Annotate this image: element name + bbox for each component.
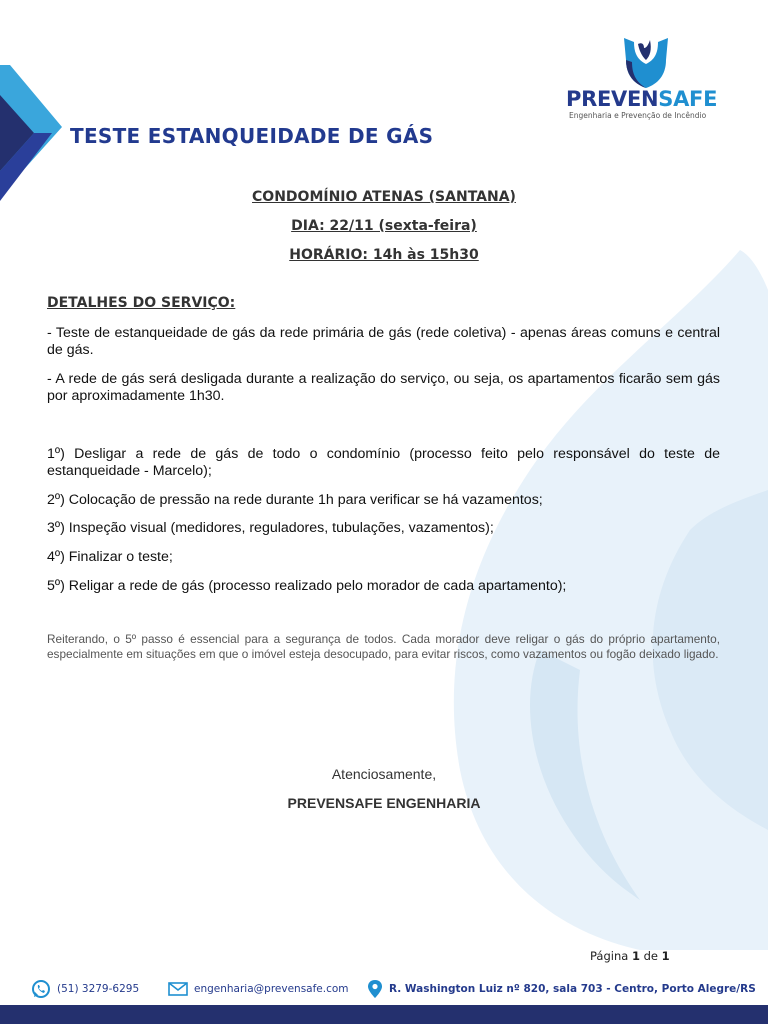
document-title: TESTE ESTANQUEIDADE DE GÁS — [70, 124, 434, 148]
closing-line: Atenciosamente, — [331, 766, 437, 782]
step-item: 5º) Religar a rede de gás (processo realizado pelo morador de cada apartamento); — [47, 578, 567, 594]
location-pin-icon — [367, 979, 383, 999]
page-total: 1 — [661, 949, 670, 963]
footer-address-text: R. Washington Luiz nº 820, sala 703 - Centro, Porto Alegre/RS — [389, 983, 756, 995]
page-number — [590, 949, 670, 963]
envelope-icon — [168, 981, 188, 997]
corner-accent — [0, 65, 64, 205]
footer-email[interactable] — [168, 979, 349, 999]
footer-email-text[interactable]: engenharia@prevensafe.com — [194, 983, 349, 995]
step-item: 4º) Finalizar o teste; — [47, 549, 173, 565]
detail-paragraph: - A rede de gás será desligada durante a realização do serviço, ou seja, os apartamentos ficarão sem gás por aproximadamente 1h30. — [47, 371, 720, 404]
footer-address — [367, 979, 756, 999]
detail-paragraph: - Teste de estanqueidade de gás da rede primária de gás (rede coletiva) - apenas áreas comuns e central de gás. — [47, 325, 720, 358]
footer-phone-text: (51) 3279-6295 — [57, 983, 140, 995]
location-heading: CONDOMÍNIO ATENAS (SANTANA) — [252, 189, 516, 205]
page-current: 1 — [631, 949, 640, 963]
logo-word-preven: PREVEN — [566, 87, 659, 111]
section-heading: DETALHES DO SERVIÇO: — [47, 295, 236, 311]
logo-tagline: Engenharia e Prevenção de Incêndio — [569, 111, 707, 120]
whatsapp-icon — [31, 979, 51, 999]
step-item: 2º) Colocação de pressão na rede durante 1h para verificar se há vazamentos; — [47, 492, 543, 508]
time-heading: HORÁRIO: 14h às 15h30 — [289, 247, 479, 263]
signature: PREVENSAFE ENGENHARIA — [287, 795, 481, 811]
logo-word-safe: SAFE — [658, 87, 718, 111]
date-heading: DIA: 22/11 (sexta-feira) — [291, 218, 477, 234]
logo-wordmark — [566, 87, 717, 111]
step-item: 3º) Inspeção visual (medidores, reguladores, tubulações, vazamentos); — [47, 520, 494, 536]
reminder-note: Reiterando, o 5º passo é essencial para a segurança de todos. Cada morador deve religar o gás do próprio apartamento, especialmente em situações em que o imóvel esteja desocupado, para evitar riscos, como vazamentos ou fogão deixado ligado. — [47, 632, 720, 661]
page-separator: de — [643, 949, 658, 963]
footer-phone — [31, 979, 139, 999]
page-prefix: Página — [590, 949, 629, 963]
footer-bar — [0, 1005, 768, 1024]
step-item: 1º) Desligar a rede de gás de todo o condomínio (processo feito pelo responsável do teste de estanqueidade - Marcelo); — [47, 446, 720, 479]
